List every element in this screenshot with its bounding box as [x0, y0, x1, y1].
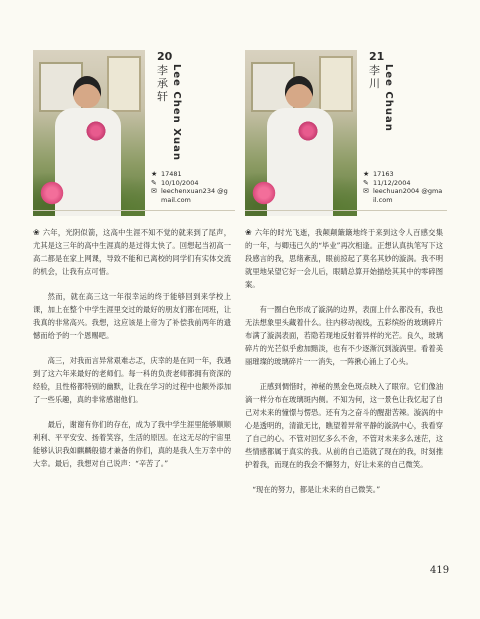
birthday: 11/12/2004	[373, 178, 411, 187]
divider-left	[33, 210, 235, 211]
flower-icon: ❀	[33, 228, 43, 237]
paragraph: ❀ 六年，光阴似箭，这高中生涯不知不觉的就来到了尾声，尤其是这三年的高中生涯真的是过得太快了。回想起当初高一高二都是在家上网课，导致不能和已离校的同学们有实体交流的机会，让我有点可惜。	[33, 228, 231, 276]
envelope-icon: ✉	[363, 187, 369, 195]
page-number: 419	[430, 565, 450, 576]
chinese-name: 李承轩	[157, 64, 168, 103]
student-number: 21	[369, 50, 385, 63]
profile-header	[245, 50, 443, 220]
envelope-icon: ✉	[151, 187, 157, 195]
profile-20	[33, 50, 231, 482]
paragraph: 然而，就在高三这一年很幸运的终于能够回到来学校上课，加上在整个中学生涯里交过的最好的朋友们都在同班，让我真的非常高兴。我想，这应该是上帝为了补偿我前两年的遗憾而给予的一个恩赐吧。	[33, 292, 231, 340]
reflection-text	[33, 226, 231, 470]
birthday: 10/10/2004	[161, 178, 199, 187]
student-id: 17163	[373, 170, 394, 178]
name-block	[151, 50, 231, 170]
paragraph: 正感到惆惜时，神秘的黑金色斑点映入了眼帘。它们像油滴一样分布在玻璃斑内侧。不知为何，这一景色让我忆起了自己对未来的憧憬与愣恐。还有为之奋斗的醒甜苦辣。漩涡的中心是透明的，清澈无比，瞧望着异常平静的漩涡中心，我看穿了自己的心。不管对回忆多么不舍，不管对未来多么迷茫，这些情感都属于真实的我。从前的自己造就了现在的我，时刻推护着我，而现在的我会不懈努力，好让未来的自己微笑。	[245, 382, 443, 469]
profile-21	[245, 50, 443, 508]
paragraph: 最后，谢谢有你们的存在，成为了我中学生涯里能够顺顺利利、平平安安、扬着笑容，生活的原因。在这无尽的宇宙里能够认识我如麒麟般德才兼备的你们，真的是我人生万幸中的大幸。最后，我想对自己说声：“辛苦了。”	[33, 420, 231, 468]
paragraph: 有一圈白色形成了漩涡的边界，表面上什么都没有，我也无法想象里头藏着什么。往内移动视线，五彩缤纷的玻璃碎片布满了漩涡表面，若隐若现地反射着异样的光芒。良久，玻璃碎片的光芒似乎愈加黯淡，也有不少逐渐沉到漩涡里。看着美丽璀璨的玻璃碎片一一消失，一阵揪心涌上了心头。	[245, 305, 443, 366]
student-id: 17481	[161, 170, 182, 178]
student-photo	[33, 50, 145, 216]
divider-right	[245, 210, 447, 211]
name-block	[363, 50, 443, 170]
flower-icon: ❀	[245, 228, 255, 237]
pen-icon: ✎	[151, 178, 157, 187]
profile-header	[33, 50, 231, 220]
email: leechuan2004 @gmail.com	[373, 187, 443, 204]
english-name: Lee Chuan	[383, 64, 394, 132]
paragraph: 高三，对我而言异常艰难忐忑，庆幸的是在同一年，我遇到了这六年来最好的老师们。每一科的负责老师都拥有资深的经验，且性格都特别的幽默，让我在学习的过程中也额外添加了一些乐趣，真的非常感谢他们。	[33, 356, 231, 404]
english-name: Lee Chen Xuan	[171, 64, 182, 161]
pen-icon: ✎	[363, 178, 369, 187]
paragraph: ❀ 六年的时光飞逝，我颠颠簸簸地终于来到这令人百感交集的一年，与卿违已久的“毕业”再次相逢。正想认真执笔写下这段感言的我，思绪紊乱，眼前掠起了莫名其妙的漩涡。我不明就里地呆望它好一会儿后，眼睛总算开始描绘其其中的零碎图案。	[245, 228, 443, 289]
student-info	[151, 170, 231, 204]
chinese-name: 李川	[369, 64, 380, 90]
student-photo	[245, 50, 357, 216]
student-info	[363, 170, 443, 204]
email: leechenxuan234 @gmail.com	[161, 187, 228, 204]
student-number: 20	[157, 50, 173, 63]
star-icon: ★	[151, 170, 158, 178]
star-icon: ★	[363, 170, 370, 178]
closing-quote: “现在的努力，都是让未来的自己微笑。”	[252, 485, 381, 494]
reflection-text	[245, 226, 443, 496]
